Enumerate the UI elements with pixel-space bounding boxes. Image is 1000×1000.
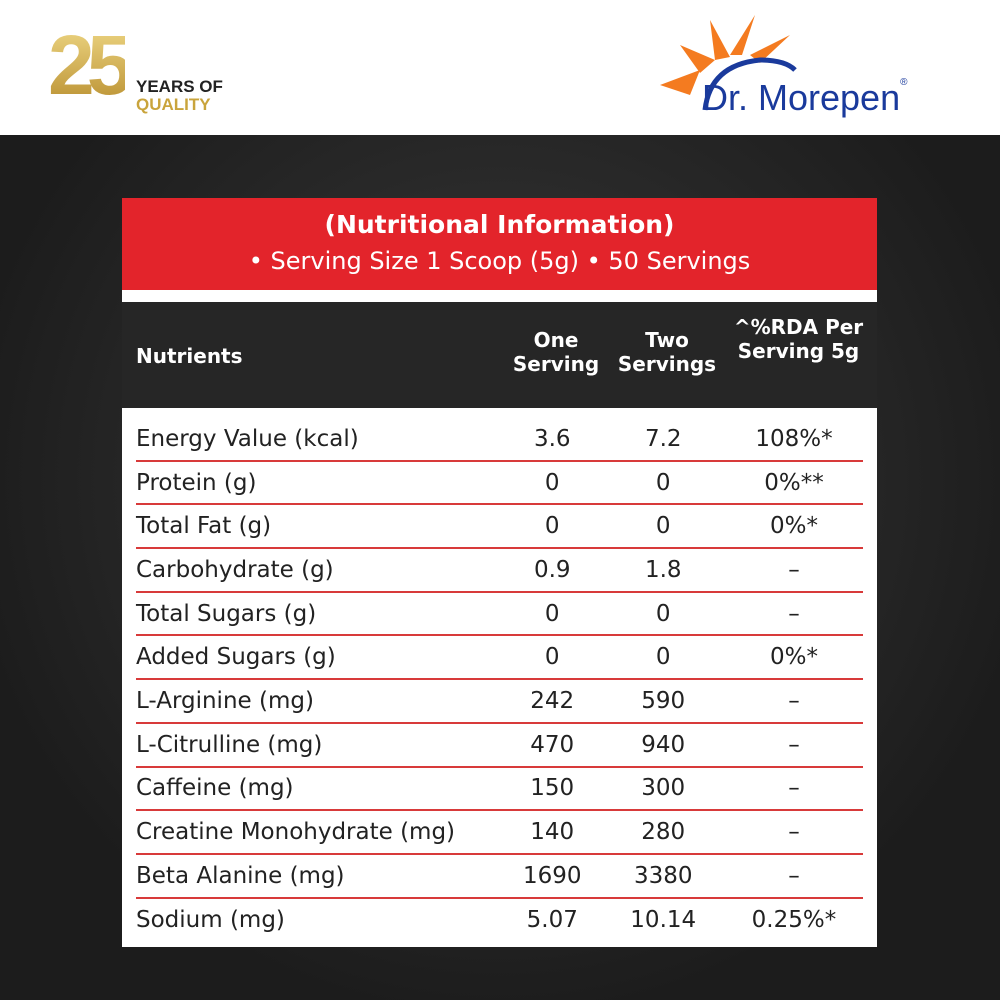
25-years-badge-logo [48, 18, 228, 115]
table-row [136, 855, 863, 899]
cell-one: 470 [530, 731, 575, 758]
cell-rda: – [788, 819, 800, 846]
cell-two: 300 [641, 775, 686, 802]
cell-two: 940 [641, 731, 686, 758]
cell-one: 140 [530, 819, 575, 846]
col-one-serving: One Serving [512, 328, 600, 376]
table-body [122, 408, 877, 942]
cell-rda: – [788, 556, 800, 583]
cell-name: Protein (g) [136, 469, 257, 496]
cell-name: Total Fat (g) [136, 513, 272, 540]
table-row [136, 505, 863, 549]
table-row [136, 418, 863, 462]
cell-name: Creatine Monohydrate (mg) [136, 819, 456, 846]
cell-one: 0 [544, 600, 560, 627]
top-banner [0, 0, 1000, 135]
cell-two: 10.14 [630, 907, 697, 934]
table-subtitle: • Serving Size 1 Scoop (5g) • 50 Servings [248, 247, 751, 275]
dr-morepen-logo [660, 15, 980, 125]
table-title-bar [122, 198, 877, 290]
col-two-servings: Two Servings [617, 328, 717, 376]
registered-mark: ® [900, 77, 908, 88]
cell-rda: 0.25%* [751, 907, 837, 934]
cell-one: 0 [544, 644, 560, 671]
cell-name: Energy Value (kcal) [136, 425, 359, 452]
cell-two: 0 [655, 513, 671, 540]
brand-name [702, 77, 907, 119]
cell-two: 0 [655, 644, 671, 671]
brand-text: Dr. Morepen [702, 77, 901, 118]
cell-rda: – [788, 687, 800, 714]
cell-one: 0.9 [533, 556, 571, 583]
cell-two: 0 [655, 600, 671, 627]
cell-two: 590 [641, 687, 686, 714]
cell-two: 3380 [633, 862, 693, 889]
cell-rda: – [788, 862, 800, 889]
cell-name: L-Arginine (mg) [136, 687, 314, 714]
nutrition-table [122, 198, 877, 947]
cell-name: Beta Alanine (mg) [136, 862, 345, 889]
cell-name: Sodium (mg) [136, 907, 285, 934]
table-row [136, 549, 863, 593]
table-title: (Nutritional Information) [324, 210, 675, 239]
cell-rda: – [788, 600, 800, 627]
cell-one: 3.6 [533, 425, 571, 452]
badge-number: 25 [48, 18, 126, 112]
badge-line2: QUALITY [136, 95, 211, 114]
cell-rda: 0%* [769, 513, 818, 540]
cell-rda: 0%** [764, 469, 824, 496]
table-row [136, 636, 863, 680]
cell-rda: 0%* [769, 644, 818, 671]
table-row [136, 462, 863, 506]
cell-two: 1.8 [644, 556, 682, 583]
cell-rda: 108%* [755, 425, 833, 452]
col-rda: ^%RDA Per Serving 5g [733, 315, 864, 363]
cell-one: 0 [544, 513, 560, 540]
table-row [136, 724, 863, 768]
cell-one: 242 [530, 687, 575, 714]
table-row [136, 768, 863, 812]
cell-one: 150 [530, 775, 575, 802]
cell-rda: – [788, 775, 800, 802]
table-header [122, 302, 877, 408]
cell-two: 280 [641, 819, 686, 846]
table-row [136, 680, 863, 724]
cell-one: 1690 [522, 862, 582, 889]
cell-one: 0 [544, 469, 560, 496]
cell-rda: – [788, 731, 800, 758]
badge-line1: YEARS OF [136, 77, 223, 96]
table-row [136, 899, 863, 943]
cell-two: 7.2 [644, 425, 682, 452]
cell-two: 0 [655, 469, 671, 496]
cell-name: Carbohydrate (g) [136, 556, 334, 583]
cell-name: L-Citrulline (mg) [136, 731, 323, 758]
cell-name: Total Sugars (g) [136, 600, 317, 627]
cell-one: 5.07 [526, 907, 578, 934]
table-row [136, 811, 863, 855]
table-row [136, 593, 863, 637]
cell-name: Added Sugars (g) [136, 644, 336, 671]
col-nutrients: Nutrients [136, 344, 243, 368]
cell-name: Caffeine (mg) [136, 775, 294, 802]
